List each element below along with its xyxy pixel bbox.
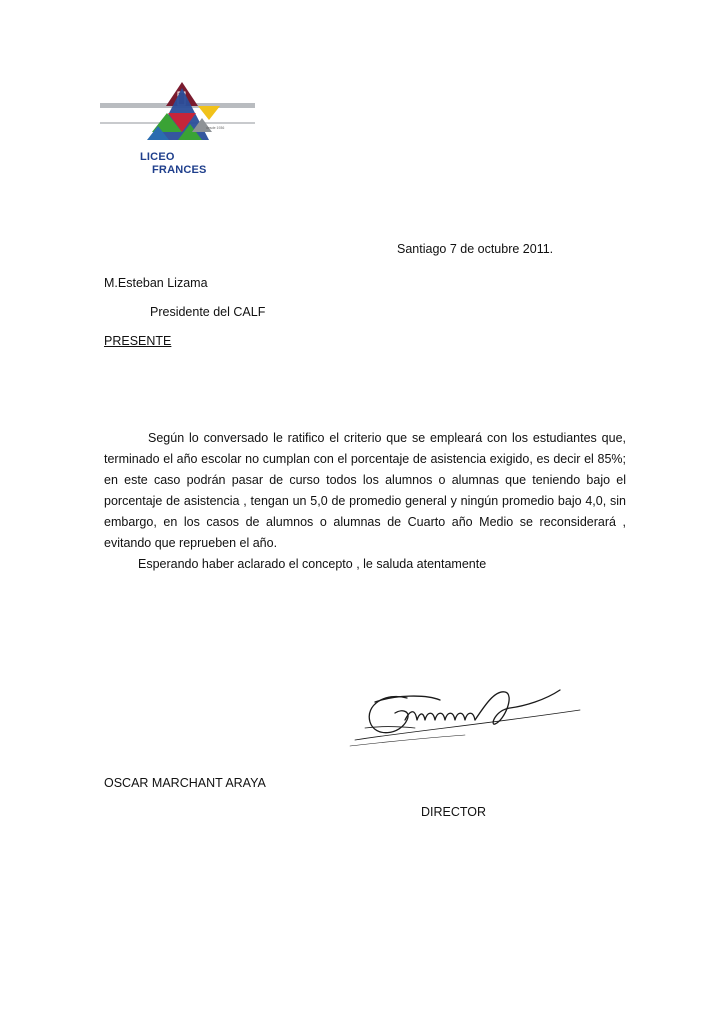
- logo-line-2: FRANCES: [152, 164, 207, 176]
- presente-heading: PRESENTE: [104, 334, 172, 348]
- signature-icon: [345, 680, 585, 750]
- signer-name: OSCAR MARCHANT ARAYA: [104, 776, 266, 790]
- logo-line-1: LICEO: [140, 151, 175, 163]
- logo-small-text: desde 1936: [206, 126, 225, 130]
- body-paragraph: Según lo conversado le ratifico el criterio que se empleará con los estudiantes que, terminado el año escolar no cumplan con el porcentaje de asistencia exigido, es decir el 85%; en este caso podrán pasar de curso todos los alumnos o alumnas que teniendo bajo el porcentaje de asistencia , tengan un 5,0 de promedio general y ningún promedio bajo 4,0, sin embargo, en los casos de alumnos o alumnas de Cuarto año Medio se reconsiderará , evitando que reprueben el año.: [104, 431, 626, 550]
- school-logo: [100, 80, 260, 180]
- addressee-name: M.Esteban Lizama: [104, 276, 208, 290]
- signer-title: DIRECTOR: [421, 805, 487, 819]
- letter-body: [104, 428, 626, 554]
- closing-line: Esperando haber aclarado el concepto , le saluda atentamente: [138, 557, 487, 571]
- logo-emblem-icon: [100, 80, 260, 150]
- addressee-role: Presidente del CALF: [150, 305, 266, 319]
- letter-date: Santiago 7 de octubre 2011.: [397, 242, 554, 256]
